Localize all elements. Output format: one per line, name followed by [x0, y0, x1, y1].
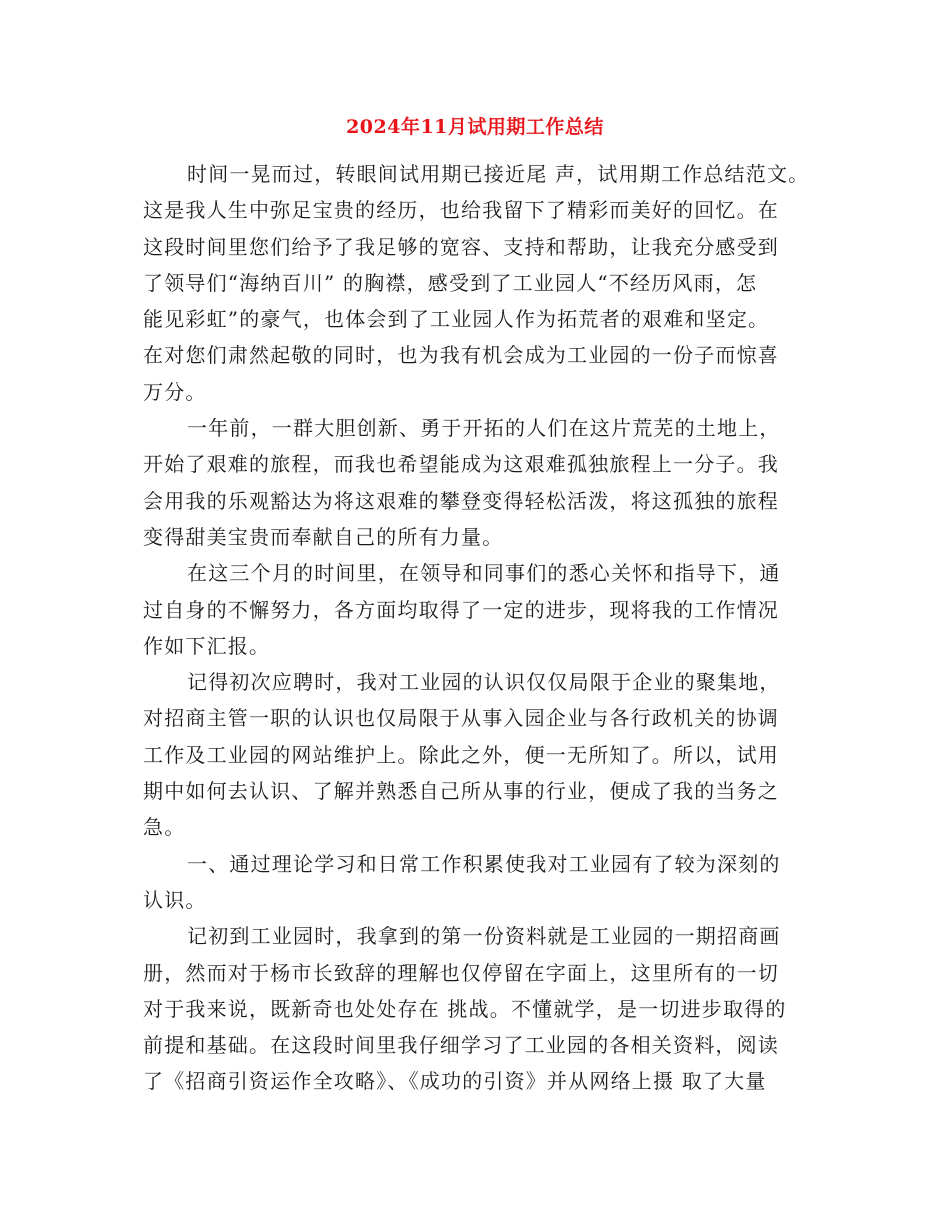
body-line: 变得甜美宝贵而奉献自己的所有力量。: [143, 524, 504, 549]
body-line: 册，然而对于杨市长致辞的理解也仅停留在字面上，这里所有的一切: [143, 960, 779, 985]
body-line: 在这三个月的时间里，在领导和同事们的悉心关怀和指导下，通: [187, 561, 781, 586]
body-line: 时间一晃而过，转眼间试用期已接近尾 声，试用期工作总结范文。: [187, 162, 810, 186]
document-title: 2024年11月试用期工作总结: [346, 116, 604, 138]
body-line: 能见彩虹”的豪气，也体会到了工业园人作为拓荒者的艰难和坚定。: [143, 307, 770, 332]
body-line: 前提和基础。在这段时间里我仔细学习了工业园的各相关资料，阅读: [143, 1033, 779, 1058]
body-line: 这段时间里您们给予了我足够的宽容、支持和帮助，让我充分感受到: [143, 234, 779, 259]
body-line: 万分。: [143, 379, 207, 404]
body-line: 作如下汇报。: [143, 633, 271, 658]
body-line: 开始了艰难的旅程，而我也希望能成为这艰难孤独旅程上一分子。我: [143, 452, 779, 477]
body-line: 对于我来说，既新奇也处处存在 挑战。不懂就学，是一切进步取得的: [143, 996, 787, 1021]
body-line: 对招商主管一职的认识也仅局限于从事入园企业与各行政机关的协调: [143, 706, 779, 731]
body-line: 期中如何去认识、了解并熟悉自己所从事的行业，便成了我的当务之: [143, 779, 779, 804]
body-line: 一年前，一群大胆创新、勇于开拓的人们在这片荒芜的土地上，: [187, 416, 781, 441]
body-line: 这是我人生中弥足宝贵的经历，也给我留下了精彩而美好的回忆。在: [143, 198, 779, 223]
body-line: 会用我的乐观豁达为将这艰难的攀登变得轻松活泼，将这孤独的旅程: [143, 488, 779, 513]
body-line: 了《招商引资运作全攻略》、《成功的引资》并从网络上摄 取了大量: [143, 1069, 767, 1094]
body-line: 工作及工业园的网站维护上。除此之外，便一无所知了。所以，试用: [143, 742, 779, 767]
body-line: 过自身的不懈努力，各方面均取得了一定的进步，现将我的工作情况: [143, 597, 779, 622]
body-line: 记得初次应聘时，我对工业园的认识仅仅局限于企业的聚集地，: [187, 670, 781, 695]
body-line: 认识。: [143, 887, 207, 912]
body-line: 一、通过理论学习和日常工作积累使我对工业园有了较为深刻的: [187, 851, 781, 876]
body-line: 在对您们肃然起敬的同时，也为我有机会成为工业园的一份子而惊喜: [143, 343, 779, 368]
body-line: 记初到工业园时，我拿到的第一份资料就是工业园的一期招商画: [187, 924, 781, 949]
body-line: 急。: [143, 815, 186, 840]
body-line: 了领导们“海纳百川” 的胸襟，感受到了工业园人“不经历风雨，怎: [143, 270, 758, 295]
document-body: [143, 156, 823, 1100]
